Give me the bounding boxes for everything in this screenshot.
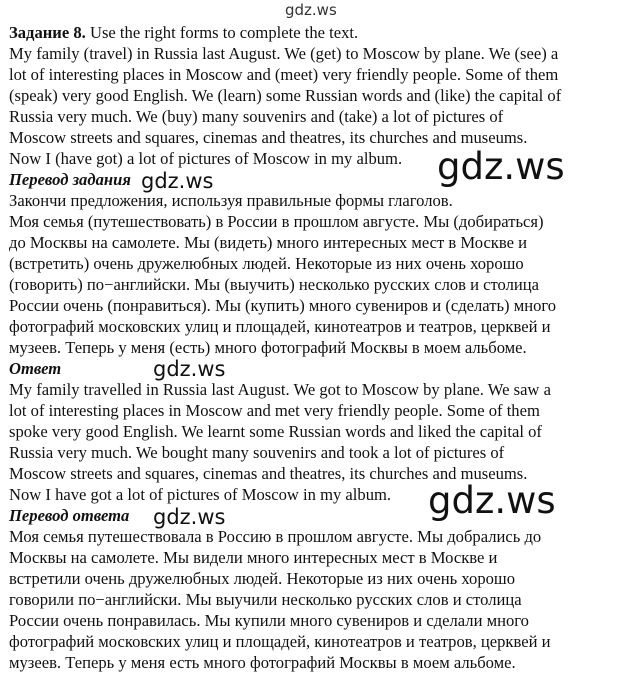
watermark: gdz.ws [153, 505, 226, 529]
task-translation-line: фотографий московских улиц и площадей, кинотеатров и театров, церквей и [9, 317, 551, 336]
task-translation-text [9, 190, 621, 358]
watermark-top: gdz.ws [285, 1, 337, 19]
answer-heading: Ответ [9, 359, 62, 378]
task-translation-line: России очень (понравиться). Мы (купить) много сувениров и (сделать) много [9, 296, 557, 315]
task-translation-line: (встретить) очень дружелюбных людей. Некоторые из них очень хорошо [9, 254, 524, 273]
answer-translation-line: Моя семья путешествовала в Россию в прошлом августе. Мы добрались до [9, 527, 542, 546]
answer-translation-line: встретили очень дружелюбных людей. Некоторые из них очень хорошо [9, 569, 515, 588]
answer-translation-line: музеев. Теперь у меня есть много фотографий Москвы в моем альбоме. [9, 653, 516, 672]
answer-translation-line: Москвы на самолете. Мы видели много интересных мест в Москве и [9, 548, 498, 567]
answer-line: Moscow streets and squares, cinemas and theatres, its churches and museums. [9, 464, 528, 483]
answer-translation-line: говорили по−английски. Мы выучили несколько русских слов и столица [9, 590, 522, 609]
answer-translation-line: России очень понравилась. Мы купили много сувениров и сделали много [9, 611, 529, 630]
watermark: gdz.ws [153, 357, 226, 381]
answer-line: spoke very good English. We learnt some Russian words and liked the capital of [9, 422, 542, 441]
task-translation-line: Закончи предложения, используя правильные формы глаголов. [9, 191, 453, 210]
answer-line: Now I have got a lot of pictures of Moscow in my album. [9, 485, 392, 504]
task-translation-line: (говорить) по−английски. Мы (выучить) несколько русских слов и столица [9, 275, 540, 294]
task-instruction: Use the right forms to complete the text. [85, 23, 359, 42]
task-line: lot of interesting places in Moscow and (meet) very friendly people. Some of them [9, 65, 559, 84]
task-line: Now I (have got) a lot of pictures of Moscow in my album. [9, 149, 403, 168]
answer-line: My family travelled in Russia last August. We got to Moscow by plane. We saw a [9, 380, 551, 399]
task-translation-heading: Перевод задания [9, 170, 131, 189]
task-label: Задание 8. [9, 23, 86, 42]
answer-translation-line: фотографий московских улиц и площадей, кинотеатров и театров, церквей и [9, 632, 551, 651]
task-translation-line: Моя семья (путешествовать) в России в прошлом августе. Мы (добираться) [9, 212, 544, 231]
answer-translation-text [9, 526, 621, 673]
answer-line: Russia very much. We bought many souvenirs and took a lot of pictures of [9, 443, 505, 462]
task-line: Russia very much. We (buy) many souvenirs and (take) a lot of pictures of [9, 107, 504, 126]
answer-line: lot of interesting places in Moscow and met very friendly people. Some of them [9, 401, 540, 420]
task-translation-line: до Москвы на самолете. Мы (видеть) много интересных мест в Москве и [9, 233, 528, 252]
watermark: gdz.ws [428, 479, 556, 522]
task-line: My family (travel) in Russia last August. We (get) to Moscow by plane. We (see) a [9, 44, 559, 63]
task-line: Moscow streets and squares, cinemas and theatres, its churches and museums. [9, 128, 528, 147]
task-line: (speak) very good English. We (learn) some Russian words and (like) the capital of [9, 86, 562, 105]
task-header [9, 22, 621, 43]
document-page [9, 22, 621, 673]
answer-translation-heading: Перевод ответа [9, 506, 130, 525]
watermark: gdz.ws [141, 169, 214, 193]
watermark: gdz.ws [437, 145, 565, 188]
task-translation-line: музеев. Теперь у меня (есть) много фотографий Москвы в моем альбоме. [9, 338, 527, 357]
